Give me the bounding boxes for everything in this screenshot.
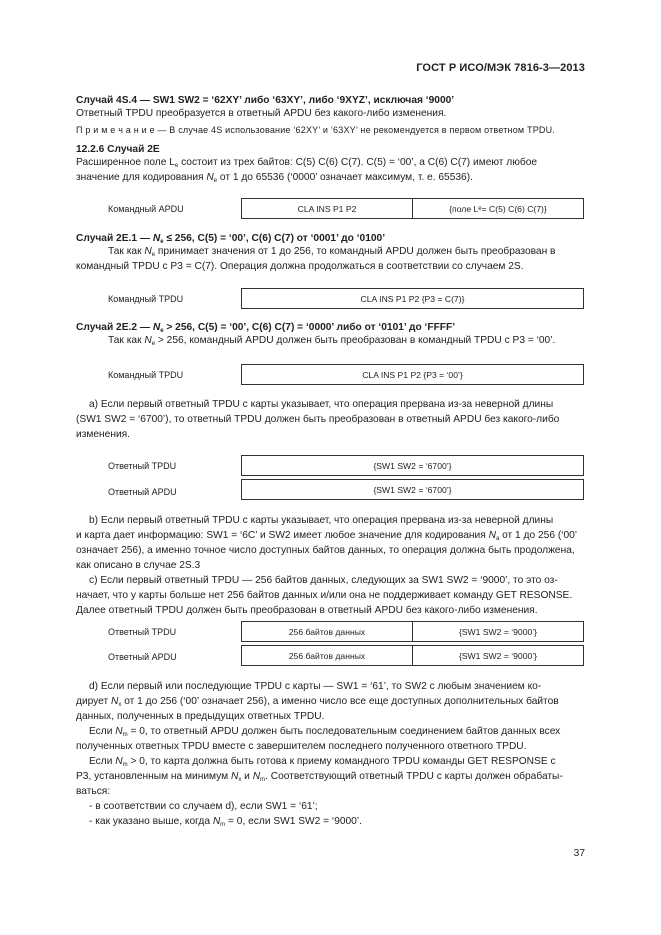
para-b-line1: b) Если первый ответный TPDU с карты указывает, что операция прервана из-за неверной длины <box>89 515 554 526</box>
table3-cell: CLA INS P1 P2 {P3 = ‘00’} <box>241 364 584 385</box>
table3-label: Командный TPDU <box>108 370 184 380</box>
case-2e1-line1: Так как $N_e$ принимает значения от 1 до 256, то командный APDU должен быть преобразован в <box>108 246 556 258</box>
para-b-line2: и карта дает информацию: SW1 = ‘6C’ и SW2 имеет любое значение для кодирования $N_a$ от 1 до 256 (‘00’ <box>76 530 578 542</box>
case-4s4-text: Ответный TPDU преобразуется в ответный APDU без какого-либо изменения. <box>76 108 447 119</box>
para-c-line3: Далее ответный TPDU должен быть преобразован в ответный APDU без какого-либо изменения. <box>76 605 538 616</box>
case-2e1-line2: командный TPDU с P3 = C(7). Операция должна продолжаться в соответствии со случаем 2S. <box>76 261 524 272</box>
table1-header-cell: CLA INS P1 P2 <box>241 198 413 219</box>
para-d-line8: ваться: <box>76 786 111 797</box>
para-b-line3: означает 256), а именно точное число доступных байтов данных, то операция должна быть продолжена, <box>76 545 575 556</box>
table5-row1-data-cell: 256 байтов данных <box>241 621 413 642</box>
para-d-line5: полученных ответных TPDU вместе с завершителем последнего полученного ответного TPDU. <box>76 741 527 752</box>
table2-label: Командный TPDU <box>108 294 184 304</box>
table5-row2-label: Ответный APDU <box>108 652 177 662</box>
para-a-line2: (SW1 SW2 = ‘6700’), то ответный TPDU должен быть преобразован в ответный APDU без какого-либо <box>76 414 560 425</box>
case-2e2-line1: Так как $N_e > 256$, командный APDU должен быть преобразован в командный TPDU с P3 = ‘00’. <box>108 335 556 347</box>
table5-row2-data-cell: 256 байтов данных <box>241 645 413 666</box>
para-d-line1: d) Если первый или последующие TPDU с карты — SW1 = ‘61’, то SW2 с любым значением ко- <box>89 681 542 692</box>
section-12-2-6-heading: 12.2.6 Случай 2E <box>76 144 160 155</box>
para-d-list-item-2: - как указано выше, когда $N_m = 0$, если SW1 SW2 = ‘9000’. <box>89 816 362 828</box>
case-2e2-heading: Случай 2E.2 — $N_e > 256$, C(5) = ‘00’, C(6) C(7) = ‘0000’ либо от ‘0101’ до ‘FFFF’ <box>76 322 456 334</box>
para-d-line7: P3, установленным на минимум $N_x$ и $N_m$. Соответствующий ответный TPDU с карты должен обрабаты- <box>76 771 563 783</box>
para-d-line3: данных, полученных в предыдущих ответных TPDU. <box>76 711 325 722</box>
case-4s4-heading: Случай 4S.4 — SW1 SW2 = ‘62XY’ либо ‘63XY’, либо ‘9XYZ’, исключая ‘9000’ <box>76 95 455 106</box>
document-header: ГОСТ Р ИСО/МЭК 7816-3—2013 <box>416 62 585 74</box>
table1-field-cell: {поле L e = C(5) C(6) C(7)} <box>412 198 584 219</box>
para-c-line2: начает, что у карты больше нет 256 байтов данных и/или она не поддерживает команду GET RESONSE. <box>76 590 573 601</box>
table5-row1-status-cell: {SW1 SW2 = ‘9000’} <box>412 621 584 642</box>
para-b-line4: как описано в случае 2S.3 <box>76 560 201 571</box>
para-d-line6: Если $N_m > 0$, то карта должна быть готова к приему командного TPDU команды GET RESPONSE с <box>89 756 556 768</box>
table4-row1-label: Ответный TPDU <box>108 461 177 471</box>
table5-row1-label: Ответный TPDU <box>108 627 177 637</box>
section-12-2-6-line1: Расширенное поле $L_e$ состоит из трех байтов: C(5) C(6) C(7). C(5) = ‘00’, а C(6) C(7) имеют любое <box>76 157 538 169</box>
case-2e1-heading: Случай 2E.1 — $N_e \le 256$, C(5) = ‘00’, C(6) C(7) от ‘0001’ до ‘0100’ <box>76 233 386 245</box>
table1-label: Командный APDU <box>108 204 184 214</box>
table5-row2-status-cell: {SW1 SW2 = ‘9000’} <box>412 645 584 666</box>
para-c-line1: c) Если первый ответный TPDU — 256 байтов данных, следующих за SW1 SW2 = ‘9000’, то это оз- <box>89 575 558 586</box>
para-d-line4: Если $N_m = 0$, то ответный APDU должен быть последовательным соединением байтов данных всех <box>89 726 561 738</box>
table4-row2-cell: {SW1 SW2 = ‘6700’} <box>241 479 584 500</box>
section-12-2-6-line2: значение для кодирования $N_e$ от 1 до 65536 (‘0000’ означает максимум, т. е. 65536). <box>76 172 473 184</box>
page-number: 37 <box>573 848 585 859</box>
case-4s4-note: П р и м е ч а н и е — В случае 4S использование ‘62XY’ и ‘63XY’ не рекомендуется в первом ответном TPDU. <box>76 125 556 135</box>
table2-cell: CLA INS P1 P2 {P3 = C(7)} <box>241 288 584 309</box>
para-a-line1: a) Если первый ответный TPDU с карты указывает, что операция прервана из-за неверной длины <box>89 399 554 410</box>
para-d-list-item-1: - в соответствии со случаем d), если SW1 = ‘61’; <box>89 801 318 812</box>
para-d-line2: дирует $N_x$ от 1 до 256 (‘00’ означает 256), а именно число все еще доступных дополнительных байтов <box>76 696 559 708</box>
table4-row2-label: Ответный APDU <box>108 487 177 497</box>
para-a-line3: изменения. <box>76 429 130 440</box>
table4-row1-cell: {SW1 SW2 = ‘6700’} <box>241 455 584 476</box>
